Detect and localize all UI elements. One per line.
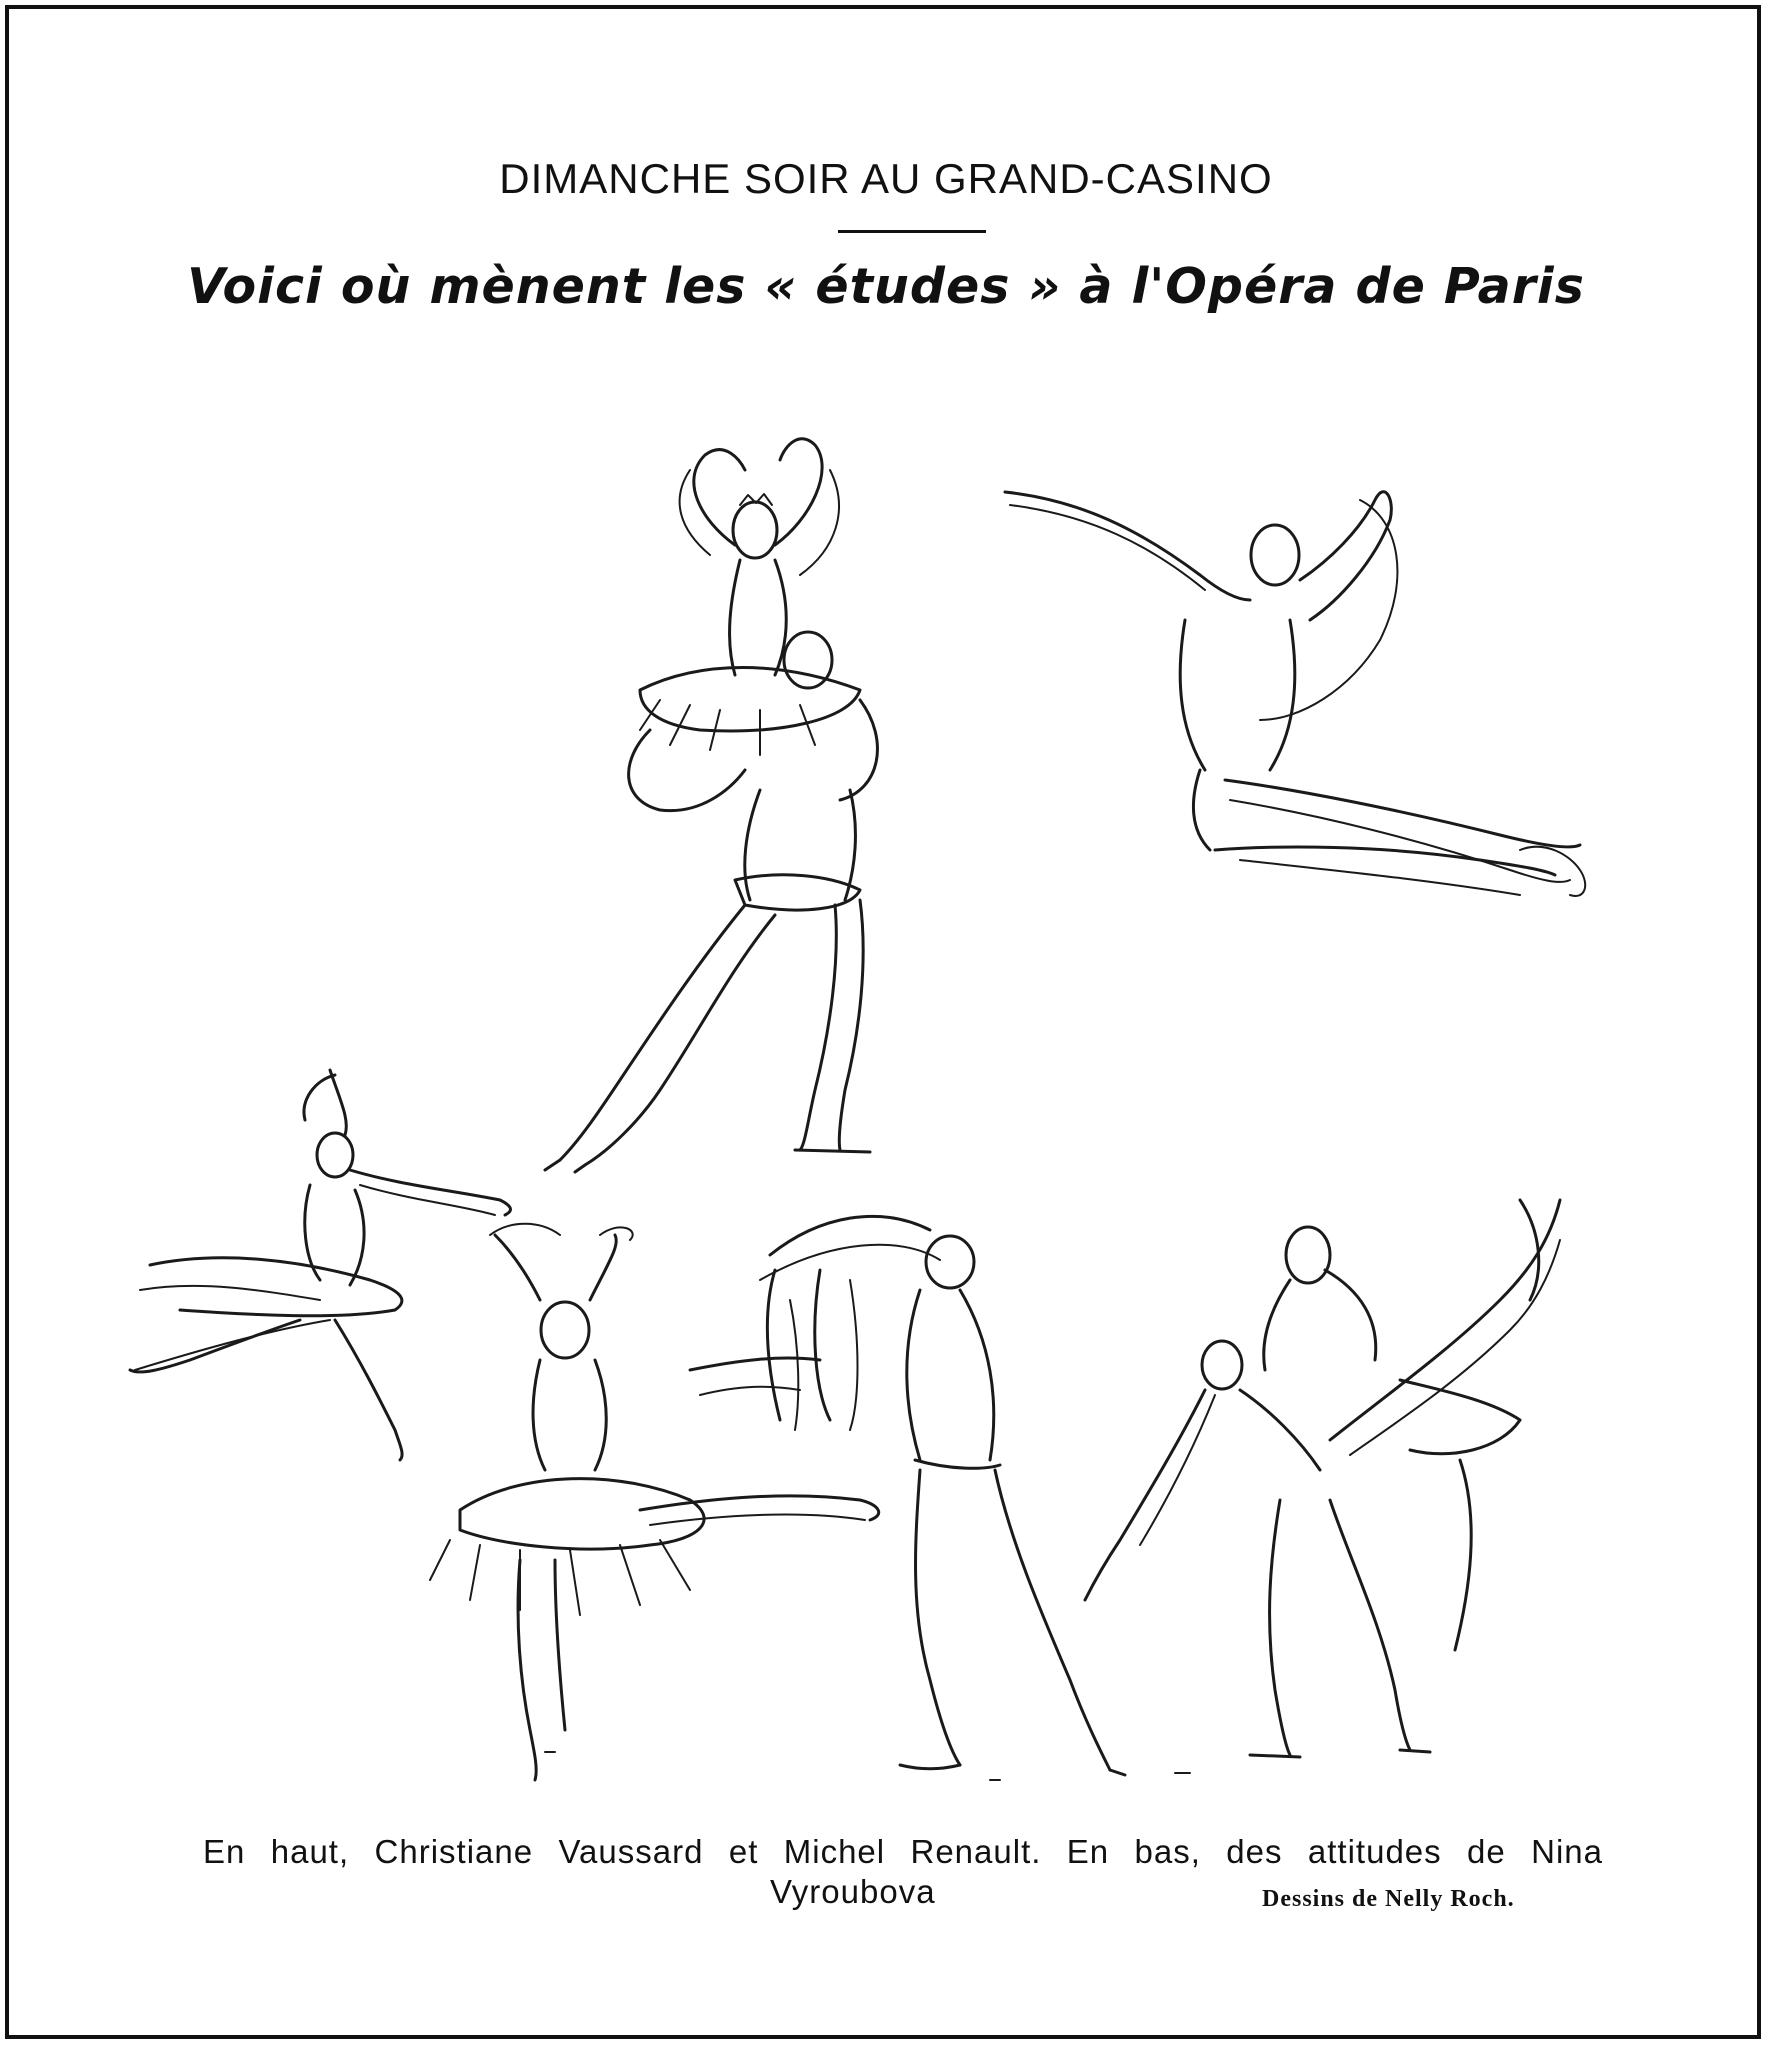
section-kicker: DIMANCHE SOIR AU GRAND-CASINO xyxy=(499,155,1273,202)
tutu-dancer-sketch xyxy=(430,1224,879,1780)
figure-caption-line-1: En haut, Christiane Vaussard et Michel Renault. En bas, des attitudes de Nina xyxy=(203,1833,1603,1870)
pas-de-deux-lift-sketch xyxy=(545,439,877,1172)
figure-caption-line-2: Vyroubova xyxy=(770,1873,936,1910)
leaping-dancer-sketch xyxy=(1005,492,1585,896)
supported-pas-de-deux-sketch xyxy=(1085,1200,1560,1757)
arabesque-dancer-sketch xyxy=(130,1070,510,1460)
article-headline: Voici où mènent les « études » à l'Opéra de Paris xyxy=(187,258,1585,315)
illustration-credit: Dessins de Nelly Roch. xyxy=(1262,1886,1515,1912)
artist-initials-mark xyxy=(545,1752,1190,1780)
